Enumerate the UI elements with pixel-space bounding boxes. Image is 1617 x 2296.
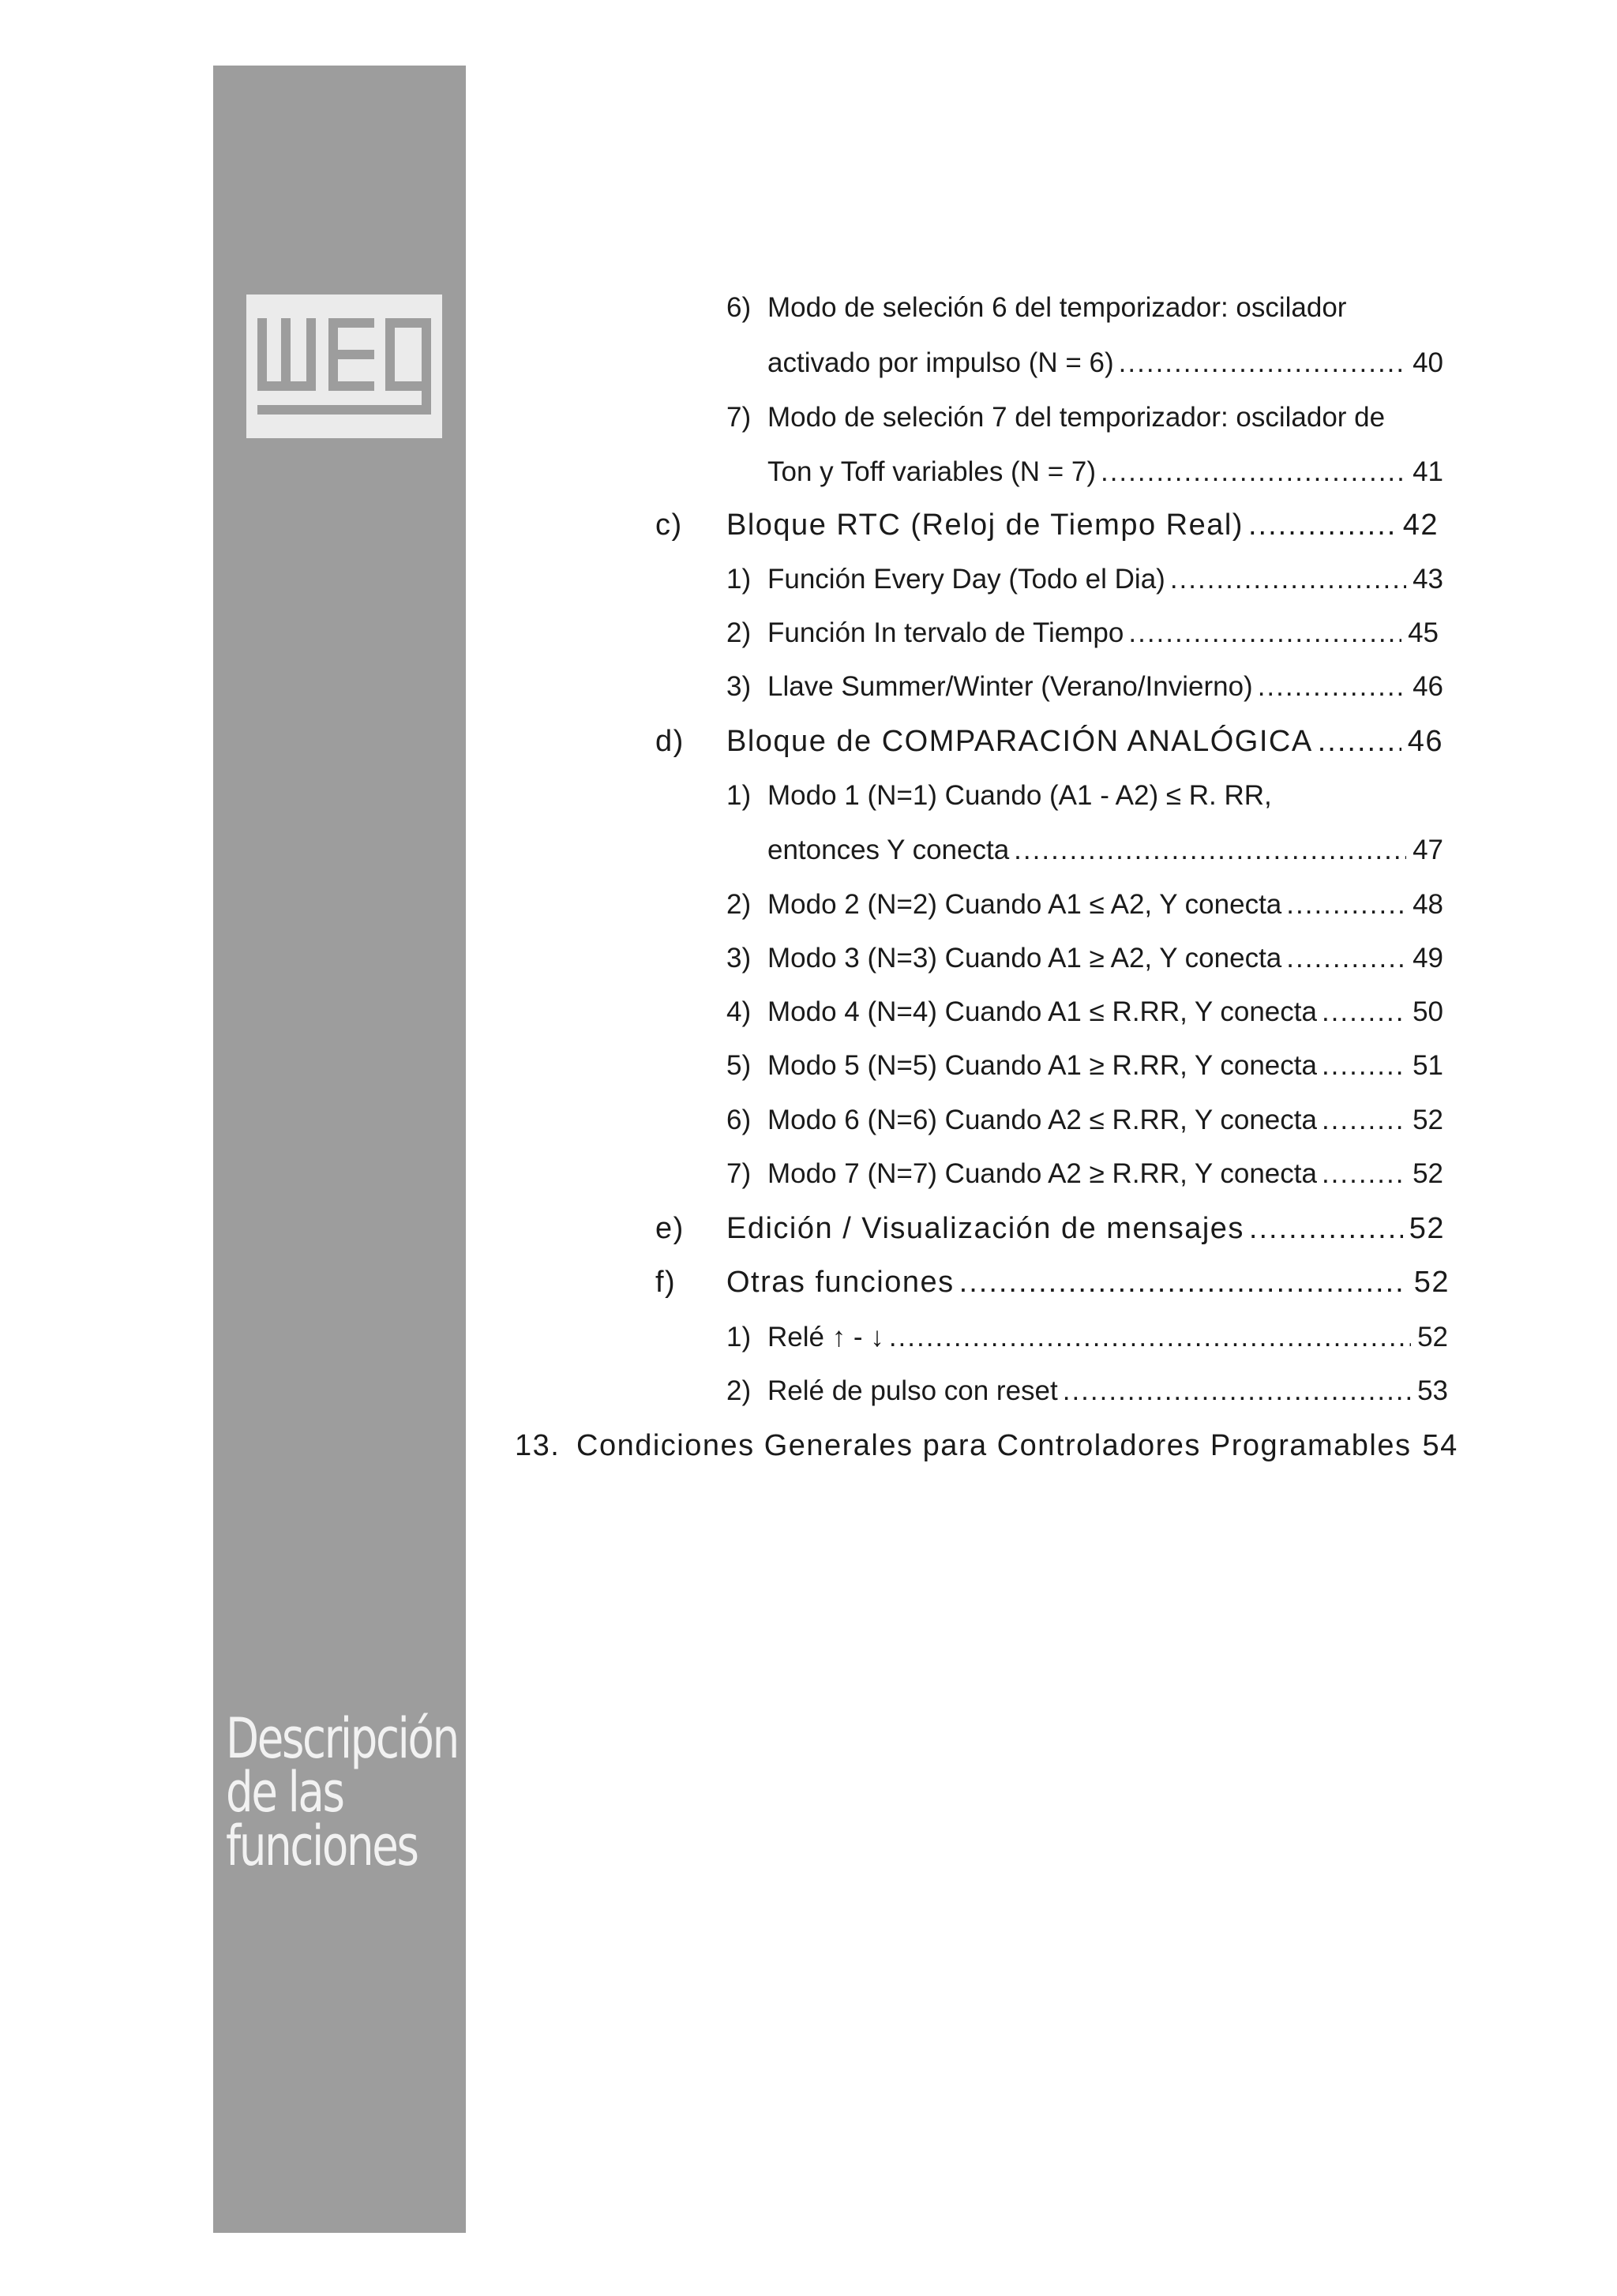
toc-entry-text: Relé de pulso con reset xyxy=(767,1375,1058,1406)
leader-dots xyxy=(1318,722,1401,760)
toc-entry-text: Función Every Day (Todo el Dia) xyxy=(767,564,1165,595)
toc-entry-text: Bloque de COMPARACIÓN ANALÓGICA xyxy=(726,725,1313,758)
toc-entry-text: Modo de seleción 7 del temporizador: oscilador de xyxy=(767,402,1386,433)
toc-entry-number: 7) xyxy=(726,1158,752,1189)
toc-entry[interactable] xyxy=(767,344,1443,382)
toc-entry-number: f) xyxy=(655,1266,677,1299)
toc-entry[interactable] xyxy=(767,453,1443,491)
toc-entry-number: 2) xyxy=(726,1375,752,1406)
toc-page-number: 52 xyxy=(1413,1158,1443,1189)
toc-entry[interactable] xyxy=(767,1047,1443,1085)
toc-entry-text: Modo 7 (N=7) Cuando A2 ≥ R.RR, Y conecta xyxy=(767,1158,1317,1189)
toc-entry-number: 2) xyxy=(726,617,752,648)
toc-page-number: 52 xyxy=(1413,1105,1443,1135)
leader-dots xyxy=(889,1319,1411,1356)
toc-entry-text: Modo 6 (N=6) Cuando A2 ≤ R.RR, Y conecta xyxy=(767,1105,1317,1135)
leader-dots xyxy=(1322,1155,1406,1193)
toc-entry-number: d) xyxy=(655,725,685,758)
toc-entry[interactable] xyxy=(726,722,1443,760)
toc-entry-text: Modo 1 (N=1) Cuando (A1 - A2) ≤ R. RR, xyxy=(767,780,1272,811)
toc-entry[interactable] xyxy=(767,561,1443,598)
toc-entry-number: 1) xyxy=(726,1322,752,1352)
toc-entry-number: 1) xyxy=(726,564,752,595)
toc-page-number: 42 xyxy=(1402,508,1439,542)
leader-dots xyxy=(1014,831,1406,869)
toc-entry-text: Ton y Toff variables (N = 7) xyxy=(767,456,1096,487)
leader-dots xyxy=(1101,453,1406,491)
toc-entry-number: 6) xyxy=(726,1105,752,1135)
leader-dots xyxy=(1119,344,1406,382)
toc-entry[interactable] xyxy=(576,1427,1458,1465)
toc-page-number: 51 xyxy=(1413,1050,1443,1081)
toc-entry[interactable] xyxy=(767,614,1439,652)
toc-entry-number: 2) xyxy=(726,889,752,920)
toc-entry-text: Bloque RTC (Reloj de Tiempo Real) xyxy=(726,508,1244,542)
toc-page-number: 52 xyxy=(1409,1212,1445,1245)
sidebar-title-line: Descripción xyxy=(226,1706,458,1771)
toc-entry-number: 1) xyxy=(726,780,752,811)
toc-entry-text: entonces Y conecta xyxy=(767,835,1010,865)
leader-dots xyxy=(1248,506,1397,544)
leader-dots xyxy=(1249,1210,1403,1247)
toc-entry[interactable] xyxy=(726,1263,1450,1301)
leader-dots xyxy=(1322,993,1406,1031)
leader-dots xyxy=(1170,561,1406,598)
leader-dots xyxy=(1322,1101,1406,1139)
toc-page-number: 53 xyxy=(1417,1375,1448,1406)
toc-entry-number: 6) xyxy=(726,292,752,323)
toc-entry-number: 13. xyxy=(515,1429,561,1462)
toc-entry-number: 7) xyxy=(726,402,752,433)
toc-entry-text: Otras funciones xyxy=(726,1266,955,1299)
toc-entry-text: Función In tervalo de Tiempo xyxy=(767,617,1124,648)
toc-entry[interactable] xyxy=(767,831,1443,869)
leader-dots xyxy=(1258,668,1406,706)
toc-entry[interactable] xyxy=(767,886,1443,924)
toc-page-number: 46 xyxy=(1407,725,1443,758)
toc-entry-text: Modo 2 (N=2) Cuando A1 ≤ A2, Y conecta xyxy=(767,889,1282,920)
leader-dots xyxy=(1322,1047,1406,1085)
toc-page-number: 46 xyxy=(1413,671,1443,702)
toc-page-number: 52 xyxy=(1417,1322,1448,1352)
toc-entry-text: Modo 4 (N=4) Cuando A1 ≤ R.RR, Y conecta xyxy=(767,996,1317,1027)
toc-entry[interactable] xyxy=(726,506,1439,544)
toc-entry[interactable] xyxy=(767,1319,1448,1356)
toc-page-number: 40 xyxy=(1413,347,1443,378)
toc-entry-number: c) xyxy=(655,508,683,542)
toc-entry-number: 5) xyxy=(726,1050,752,1081)
toc-page-number: 50 xyxy=(1413,996,1443,1027)
toc-page-number: 52 xyxy=(1413,1266,1450,1299)
toc-entry-text: Condiciones Generales para Controladores Programables xyxy=(576,1429,1412,1462)
leader-dots xyxy=(1286,886,1406,924)
sidebar-title-line: de las xyxy=(226,1760,343,1825)
toc-entry[interactable] xyxy=(767,1101,1443,1139)
toc-entry-text: Modo 5 (N=5) Cuando A1 ≥ R.RR, Y conecta xyxy=(767,1050,1317,1081)
toc-entry-number: 3) xyxy=(726,671,752,702)
toc-entry-text: Modo de seleción 6 del temporizador: oscilador xyxy=(767,292,1347,323)
leader-dots xyxy=(1063,1372,1411,1410)
toc-entry-text: Relé ↑ - ↓ xyxy=(767,1322,884,1352)
toc-entry-number: 3) xyxy=(726,943,752,974)
toc-page-number: 41 xyxy=(1413,456,1443,487)
toc-entry[interactable] xyxy=(726,1210,1445,1247)
toc-page-number: 48 xyxy=(1413,889,1443,920)
leader-dots xyxy=(959,1263,1408,1301)
toc-entry[interactable] xyxy=(767,1155,1443,1193)
toc-page-number: 49 xyxy=(1413,943,1443,974)
sidebar-title-line: funciones xyxy=(226,1814,418,1878)
toc-page-number: 54 xyxy=(1422,1429,1458,1462)
toc-entry-text: activado por impulso (N = 6) xyxy=(767,347,1114,378)
toc-entry[interactable] xyxy=(767,993,1443,1031)
toc-page-number: 45 xyxy=(1408,617,1439,648)
toc-entry[interactable] xyxy=(767,1372,1448,1410)
toc-entry-text: Edición / Visualización de mensajes xyxy=(726,1212,1244,1245)
toc-entry-number: e) xyxy=(655,1212,685,1245)
leader-dots xyxy=(1128,614,1401,652)
leader-dots xyxy=(1286,940,1406,977)
toc-page-number: 43 xyxy=(1413,564,1443,595)
toc-entry-number: 4) xyxy=(726,996,752,1027)
toc-entry-text: Llave Summer/Winter (Verano/Invierno) xyxy=(767,671,1253,702)
toc-entry-text: Modo 3 (N=3) Cuando A1 ≥ A2, Y conecta xyxy=(767,943,1282,974)
toc-page-number: 47 xyxy=(1413,835,1443,865)
toc-entry[interactable] xyxy=(767,668,1443,706)
toc-entry[interactable] xyxy=(767,940,1443,977)
